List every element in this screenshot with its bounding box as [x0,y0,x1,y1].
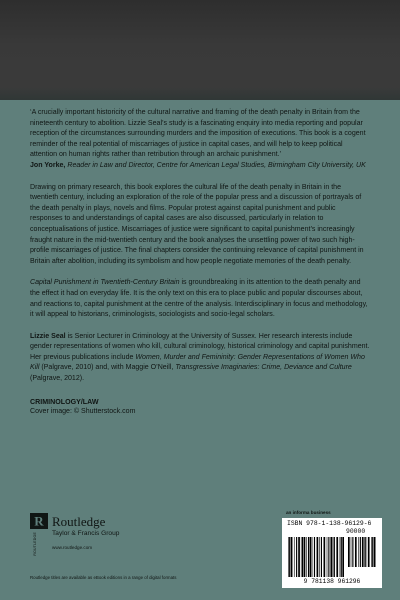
publisher-block [30,513,190,556]
description-paragraph-2 [30,278,370,320]
isbn-text: ISBN 978-1-138-96129-6 [287,520,372,527]
book-title: Capital Punishment in Twentieth-Century Britain [30,279,180,287]
price-code: 90000 [346,528,366,535]
informa-tagline: an informa business [286,510,331,515]
publisher-name: Routledge [52,514,106,529]
subject-category: CRIMINOLOGY/LAW [30,397,99,406]
publisher-group: Taylor & Francis Group [52,530,120,537]
back-cover-text [30,108,370,417]
author-bio-text-1: is Senior Lecturer in Criminology at the University of Sussex. Her research interests include gender representations of women who kill, cultural criminology, historical criminology and capital punishment. Her previous publications include [30,332,370,361]
endorsement-attribution [30,161,370,172]
publisher-vertical-label: ROUTLEDGE [33,532,37,556]
cover-photo-strip [0,0,400,100]
endorser-name: Jon Yorke, [30,161,66,169]
author-bio-text-3: (Palgrave, 2012). [30,375,85,383]
previous-book-1: Women, Murder and Femininity: Gender Representations of Women Who Kill [30,353,365,372]
endorsement-quote: ‘A crucially important historicity of the cultural narrative and framing of the death penalty in Britain from the nineteenth century to abolition. Lizzie Seal’s study is a fascinating enquiry into media reporting and popular reception of the circumstances surrounding murders and the imposition of executions. This book is a cogent reminder of the real potential of miscarriages of justice in capital cases, and will help to keep political attention on human rights rather than retribution through an archaic punishment.’ [30,109,366,159]
barcode-panel [282,518,382,588]
author-bio [30,332,370,385]
description-paragraph-2-text: is groundbreaking in its attention to the death penalty and the effect it had on everyday life. It is the only text on this era to place public and popular discourses about, and reactions to, capital punishment at the centre of the analysis. Interdisciplinary in focus and methodology, it will appeal to historians, criminologists, sociologists and socio-legal scholars. [30,279,368,319]
cover-image-credit: Cover image: © Shutterstock.com [30,407,136,415]
svg-text:R: R [34,513,44,529]
barcode-icon [288,537,344,577]
previous-book-2: Transgressive Imaginaries: Crime, Deviance and Culture [175,364,352,372]
publisher-url[interactable]: www.routledge.com [52,545,93,550]
endorser-role: Reader in Law and Director, Centre for American Legal Studies, Birmingham City University, UK [67,161,366,169]
author-bio-text-2: (Palgrave, 2010) and, with Maggie O’Neill, [39,364,176,372]
description-paragraph-1: Drawing on primary research, this book explores the cultural life of the death penalty in Britain in the twentieth century, including an exploration of the role of the popular press and a discussion of portrayals of the death penalty in plays, novels and films. Popular protest against capital punishment and public responses to and understandings of capital cases are also discussed, particularly in relation to conceptualisations of justice. Miscarriages of justice were significant to capital punishment’s increasingly fraught nature in the mid-twentieth century and the book analyses the unsettling power of two such high-profile miscarriages of justice. The final chapters consider the continuing relevance of capital punishment in Britain after abolition, including its symbolism and how people negotiate memories of the death penalty. [30,183,364,265]
addon-barcode-icon [348,537,376,567]
ean-number: 9 781138 961296 [303,578,361,585]
ebook-footnote: Routledge titles are available as eBook editions in a range of digital formats [30,575,177,580]
author-name: Lizzie Seal [30,332,66,340]
